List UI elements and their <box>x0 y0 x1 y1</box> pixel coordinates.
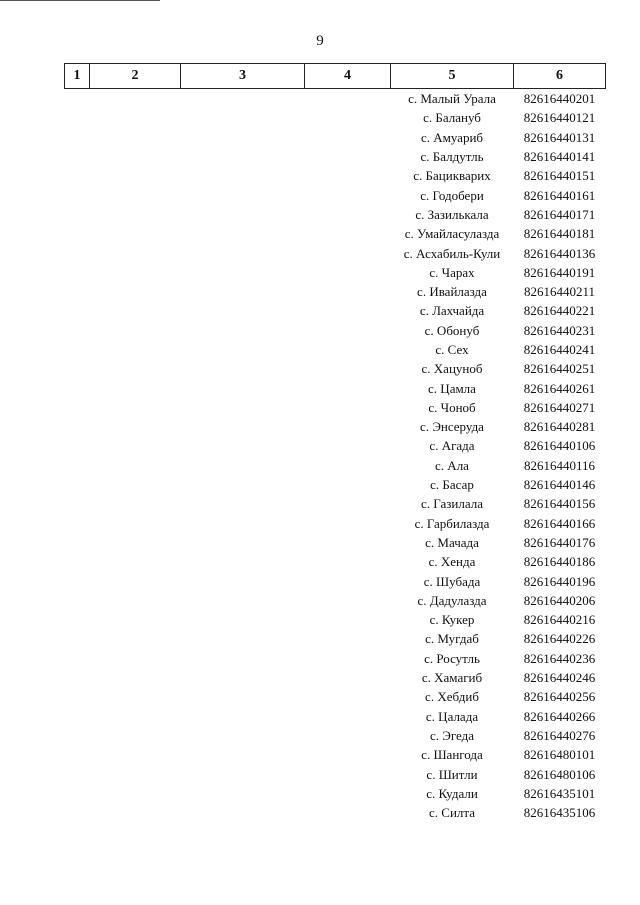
table-row <box>65 456 606 475</box>
empty-cell <box>305 610 391 629</box>
empty-cell <box>90 301 181 320</box>
empty-cell <box>305 436 391 455</box>
page-number: 9 <box>316 33 324 49</box>
empty-cell <box>90 475 181 494</box>
settlement-code: 82616440246 <box>523 670 596 686</box>
table-row <box>65 764 606 783</box>
empty-cell <box>65 128 90 147</box>
settlement-code: 82616440141 <box>523 149 596 165</box>
empty-cell <box>90 263 181 282</box>
empty-cell <box>305 205 391 224</box>
settlement-code: 82616440156 <box>523 496 596 512</box>
empty-cell <box>181 514 305 533</box>
empty-cell <box>65 552 90 571</box>
settlement-code: 82616440226 <box>523 631 596 647</box>
empty-cell <box>305 649 391 668</box>
empty-cell <box>305 417 391 436</box>
empty-cell <box>65 378 90 397</box>
empty-cell <box>181 224 305 243</box>
settlement-code: 82616440256 <box>523 689 596 705</box>
empty-cell <box>305 784 391 803</box>
settlement-code: 82616440276 <box>523 727 596 743</box>
empty-cell <box>181 185 305 204</box>
empty-cell <box>90 205 181 224</box>
settlement-name: с. Цамла <box>428 380 476 396</box>
settlement-name: с. Зазилькала <box>415 206 489 222</box>
table-row <box>65 166 606 185</box>
settlement-code: 82616440271 <box>523 399 596 415</box>
settlement-name: с. Хенда <box>428 554 476 570</box>
settlement-code: 82616435106 <box>523 805 596 821</box>
empty-cell <box>181 436 305 455</box>
table-row <box>65 784 606 803</box>
table-row <box>65 263 606 282</box>
empty-cell <box>90 533 181 552</box>
empty-cell <box>181 533 305 552</box>
empty-cell <box>305 745 391 764</box>
settlement-code: 82616440166 <box>523 515 596 531</box>
settlement-code: 82616440211 <box>523 284 596 300</box>
settlement-code: 82616440261 <box>523 380 596 396</box>
settlement-name: с. Ала <box>435 457 469 473</box>
empty-cell <box>181 764 305 783</box>
empty-cell <box>90 514 181 533</box>
empty-cell <box>181 591 305 610</box>
table-header-row <box>65 64 606 89</box>
empty-cell <box>181 707 305 726</box>
empty-cell <box>90 378 181 397</box>
empty-cell <box>305 629 391 648</box>
empty-cell <box>65 707 90 726</box>
empty-cell <box>305 128 391 147</box>
empty-cell <box>181 649 305 668</box>
empty-cell <box>305 301 391 320</box>
settlement-name: с. Балануб <box>423 110 481 126</box>
empty-cell <box>90 668 181 687</box>
table-row <box>65 533 606 552</box>
column-header-6: 6 <box>514 64 606 89</box>
settlements-table <box>64 63 606 822</box>
settlement-name: с. Шитли <box>426 766 478 782</box>
empty-cell <box>65 205 90 224</box>
table-row <box>65 359 606 378</box>
empty-cell <box>65 591 90 610</box>
settlement-code: 82616440116 <box>523 457 596 473</box>
empty-cell <box>181 263 305 282</box>
table-row <box>65 398 606 417</box>
empty-cell <box>305 321 391 340</box>
empty-cell <box>305 166 391 185</box>
table-row <box>65 89 606 109</box>
settlement-name: с. Годобери <box>420 187 484 203</box>
empty-cell <box>65 475 90 494</box>
settlement-name: с. Малый Урала <box>408 91 496 107</box>
empty-cell <box>90 629 181 648</box>
top-edge-rule <box>0 0 160 1</box>
empty-cell <box>181 571 305 590</box>
empty-cell <box>90 108 181 127</box>
settlement-name: с. Дадулазда <box>417 592 487 608</box>
table-row <box>65 205 606 224</box>
empty-cell <box>181 301 305 320</box>
settlement-name: с. Басар <box>430 477 474 493</box>
empty-cell <box>65 166 90 185</box>
settlement-code: 82616440146 <box>523 477 596 493</box>
settlement-name: с. Силта <box>429 805 475 821</box>
settlement-name: с. Гарбилазда <box>414 515 490 531</box>
settlement-code: 82616440161 <box>523 187 596 203</box>
settlement-code: 82616440216 <box>523 612 596 628</box>
settlement-name: с. Хацуноб <box>421 361 483 377</box>
table-row <box>65 649 606 668</box>
column-header-2: 2 <box>90 64 181 89</box>
column-header-5: 5 <box>391 64 514 89</box>
empty-cell <box>90 591 181 610</box>
table-row <box>65 494 606 513</box>
settlement-code: 82616480101 <box>523 747 596 763</box>
empty-cell <box>181 475 305 494</box>
empty-cell <box>305 147 391 166</box>
empty-cell <box>65 147 90 166</box>
empty-cell <box>305 707 391 726</box>
settlement-code: 82616440176 <box>523 534 596 550</box>
empty-cell <box>90 398 181 417</box>
table-row <box>65 128 606 147</box>
table-row <box>65 687 606 706</box>
empty-cell <box>181 456 305 475</box>
column-header-3: 3 <box>181 64 305 89</box>
empty-cell <box>305 456 391 475</box>
settlement-name: с. Мугдаб <box>425 631 479 647</box>
settlement-name: с. Амуариб <box>420 129 484 145</box>
empty-cell <box>305 591 391 610</box>
empty-cell <box>90 147 181 166</box>
table-row <box>65 282 606 301</box>
empty-cell <box>65 359 90 378</box>
table-row <box>65 707 606 726</box>
settlement-name: с. Чарах <box>429 264 475 280</box>
empty-cell <box>90 764 181 783</box>
empty-cell <box>305 533 391 552</box>
settlement-name: с. Кудали <box>426 785 478 801</box>
empty-cell <box>181 89 305 109</box>
table-row <box>65 745 606 764</box>
settlement-name: с. Бацикварих <box>413 168 491 184</box>
empty-cell <box>65 340 90 359</box>
settlement-name: с. Мачада <box>425 534 479 550</box>
empty-cell <box>90 803 181 822</box>
table-row <box>65 185 606 204</box>
empty-cell <box>65 224 90 243</box>
empty-cell <box>305 552 391 571</box>
empty-cell <box>181 552 305 571</box>
settlement-code: 82616440206 <box>523 592 596 608</box>
table-row <box>65 726 606 745</box>
empty-cell <box>65 764 90 783</box>
empty-cell <box>65 494 90 513</box>
empty-cell <box>65 108 90 127</box>
empty-cell <box>181 687 305 706</box>
empty-cell <box>90 745 181 764</box>
table-row <box>65 629 606 648</box>
settlement-name: с. Энсеруда <box>420 419 484 435</box>
empty-cell <box>181 340 305 359</box>
empty-cell <box>90 243 181 262</box>
empty-cell <box>90 436 181 455</box>
settlement-code: 82616440231 <box>523 322 596 338</box>
empty-cell <box>305 243 391 262</box>
settlement-code: 82616440266 <box>523 708 596 724</box>
empty-cell <box>65 784 90 803</box>
settlement-name: с. Цалада <box>425 708 479 724</box>
empty-cell <box>181 321 305 340</box>
empty-cell <box>305 359 391 378</box>
empty-cell <box>181 745 305 764</box>
table-row <box>65 224 606 243</box>
empty-cell <box>305 475 391 494</box>
settlement-name: с. Асхабиль-Кули <box>403 245 501 261</box>
empty-cell <box>305 398 391 417</box>
table-row <box>65 514 606 533</box>
empty-cell <box>305 224 391 243</box>
table-row <box>65 417 606 436</box>
table-row <box>65 803 606 822</box>
settlement-code: 82616440191 <box>523 264 596 280</box>
settlement-code: 82616440241 <box>523 342 596 357</box>
empty-cell <box>90 707 181 726</box>
empty-cell <box>305 185 391 204</box>
settlement-code: 82616440171 <box>523 206 596 222</box>
empty-cell <box>181 128 305 147</box>
empty-cell <box>305 89 391 109</box>
empty-cell <box>181 147 305 166</box>
empty-cell <box>65 301 90 320</box>
empty-cell <box>181 784 305 803</box>
empty-cell <box>65 803 90 822</box>
settlement-name: с. Балдутль <box>420 149 484 165</box>
settlement-name: с. Агада <box>429 438 475 454</box>
empty-cell <box>305 514 391 533</box>
empty-cell <box>65 571 90 590</box>
table-row <box>65 436 606 455</box>
settlement-name: с. Газилала <box>421 496 483 512</box>
empty-cell <box>305 340 391 359</box>
table-row <box>65 610 606 629</box>
column-header-4: 4 <box>305 64 391 89</box>
settlement-name: с. Кукер <box>429 612 475 628</box>
empty-cell <box>90 128 181 147</box>
settlement-name: с. Хебдиб <box>425 689 479 705</box>
table-row <box>65 108 606 127</box>
table-row <box>65 668 606 687</box>
settlement-name: с. Шангода <box>421 747 483 763</box>
empty-cell <box>181 282 305 301</box>
settlement-name: с. Хамагиб <box>421 670 483 686</box>
settlement-code: 82616440196 <box>523 573 596 589</box>
empty-cell <box>181 668 305 687</box>
empty-cell <box>65 398 90 417</box>
empty-cell <box>181 205 305 224</box>
empty-cell <box>65 629 90 648</box>
empty-cell <box>65 89 90 109</box>
empty-cell <box>65 726 90 745</box>
empty-cell <box>65 263 90 282</box>
empty-cell <box>305 687 391 706</box>
empty-cell <box>90 340 181 359</box>
empty-cell <box>305 668 391 687</box>
empty-cell <box>90 494 181 513</box>
table-row <box>65 243 606 262</box>
empty-cell <box>65 456 90 475</box>
settlement-name: с. Лахчайда <box>419 303 485 319</box>
empty-cell <box>305 378 391 397</box>
settlement-name: с. Сех <box>435 342 469 357</box>
settlement-name: с. Умайласулазда <box>404 226 500 242</box>
empty-cell <box>305 494 391 513</box>
empty-cell <box>181 417 305 436</box>
empty-cell <box>65 436 90 455</box>
settlement-name: с. Обонуб <box>424 322 480 338</box>
empty-cell <box>90 649 181 668</box>
empty-cell <box>181 629 305 648</box>
table-row <box>65 552 606 571</box>
empty-cell <box>90 359 181 378</box>
table-row <box>65 591 606 610</box>
empty-cell <box>305 571 391 590</box>
settlement-code: 82616440181 <box>523 226 596 242</box>
empty-cell <box>65 649 90 668</box>
settlement-code: 82616440136 <box>523 245 596 261</box>
empty-cell <box>90 417 181 436</box>
empty-cell <box>65 282 90 301</box>
settlement-code: 82616440221 <box>523 303 596 319</box>
empty-cell <box>65 514 90 533</box>
empty-cell <box>181 398 305 417</box>
table-row <box>65 475 606 494</box>
settlement-code: 82616440186 <box>523 554 596 570</box>
table-row <box>65 571 606 590</box>
settlement-code: 82616440236 <box>523 650 596 666</box>
empty-cell <box>65 243 90 262</box>
settlement-code: 82616440201 <box>523 91 596 107</box>
empty-cell <box>181 243 305 262</box>
empty-cell <box>181 108 305 127</box>
empty-cell <box>181 494 305 513</box>
settlement-code: 82616440151 <box>523 168 596 184</box>
empty-cell <box>181 166 305 185</box>
empty-cell <box>90 282 181 301</box>
settlement-name: с. Чоноб <box>428 399 476 415</box>
empty-cell <box>90 610 181 629</box>
settlement-code: 82616440251 <box>523 361 596 377</box>
empty-cell <box>181 726 305 745</box>
empty-cell <box>65 745 90 764</box>
table-row <box>65 147 606 166</box>
empty-cell <box>65 668 90 687</box>
table-row <box>65 378 606 397</box>
settlement-code: 82616440131 <box>523 129 596 145</box>
settlement-code: 82616440106 <box>523 438 596 454</box>
settlement-name: с. Росутль <box>424 650 480 666</box>
empty-cell <box>305 282 391 301</box>
empty-cell <box>90 89 181 109</box>
empty-cell <box>65 185 90 204</box>
empty-cell <box>90 726 181 745</box>
settlement-code: 82616440281 <box>523 419 596 435</box>
table-row <box>65 340 606 359</box>
empty-cell <box>90 166 181 185</box>
empty-cell <box>90 321 181 340</box>
empty-cell <box>305 764 391 783</box>
empty-cell <box>90 571 181 590</box>
empty-cell <box>65 533 90 552</box>
empty-cell <box>305 108 391 127</box>
empty-cell <box>90 224 181 243</box>
empty-cell <box>65 610 90 629</box>
settlement-name: с. Шубада <box>423 573 481 589</box>
settlement-code: 82616440121 <box>523 110 596 126</box>
table-row <box>65 321 606 340</box>
table-body <box>65 89 606 823</box>
empty-cell <box>90 687 181 706</box>
settlement-name: с. Эгеда <box>430 727 474 743</box>
empty-cell <box>181 359 305 378</box>
empty-cell <box>90 784 181 803</box>
empty-cell <box>305 263 391 282</box>
empty-cell <box>65 417 90 436</box>
empty-cell <box>305 726 391 745</box>
empty-cell <box>90 185 181 204</box>
empty-cell <box>181 378 305 397</box>
empty-cell <box>65 321 90 340</box>
settlement-code: 82616435101 <box>523 785 596 801</box>
settlement-name: с. Ивайлазда <box>417 284 487 300</box>
empty-cell <box>90 456 181 475</box>
column-header-1: 1 <box>65 64 90 89</box>
empty-cell <box>181 803 305 822</box>
empty-cell <box>65 687 90 706</box>
settlement-code: 82616480106 <box>523 766 596 782</box>
empty-cell <box>181 610 305 629</box>
empty-cell <box>90 552 181 571</box>
table-row <box>65 301 606 320</box>
empty-cell <box>305 803 391 822</box>
